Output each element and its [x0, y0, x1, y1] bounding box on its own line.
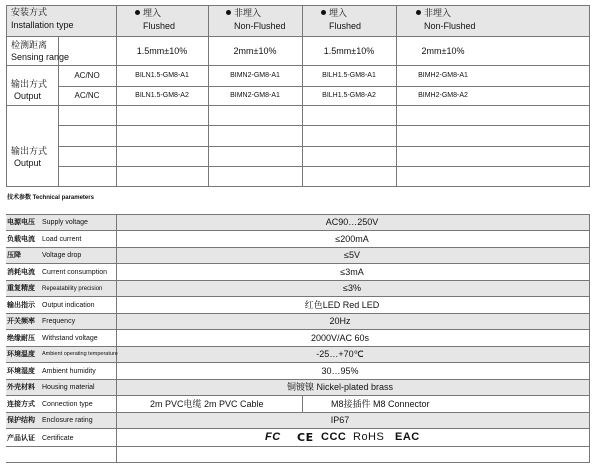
- output-label-cn: 输出方式: [11, 79, 48, 89]
- col-nonflushed-1-en: Non-Flushed: [234, 21, 286, 31]
- install-label-cn: 安装方式: [11, 7, 48, 17]
- eac-mark-icon: EAC: [395, 431, 420, 443]
- ccc-mark-icon: CCC: [321, 431, 347, 443]
- sensing-value: 2mm±10%: [421, 46, 465, 56]
- output-label-en: Output: [14, 91, 42, 101]
- param-value: 铜镀镍 Nickel-plated brass: [286, 382, 394, 392]
- param-value: ≤200mA: [335, 234, 369, 244]
- param-value: ≤5V: [344, 250, 360, 260]
- model-code: BILH1.5-GM8-A2: [322, 92, 376, 99]
- model-code: BIMH2-GM8-A1: [418, 72, 468, 79]
- sensing-label-en: Sensing range: [11, 52, 70, 62]
- param-value: AC90…250V: [325, 217, 379, 227]
- model-code: BIMH2-GM8-A2: [418, 92, 468, 99]
- param-value: 2000V/AC 60s: [310, 333, 370, 343]
- param-value: ≤3%: [343, 283, 361, 293]
- col-flushed-2-en: Flushed: [329, 21, 362, 31]
- rohs-mark-icon: RoHS: [353, 431, 385, 443]
- bullet-icon: [321, 10, 326, 15]
- sensing-label-cn: 检测距离: [11, 40, 48, 50]
- param-value: IP67: [330, 415, 350, 425]
- param-value: -25…+70℃: [316, 349, 364, 359]
- param-value: ≤3mA: [340, 267, 364, 277]
- bullet-icon: [416, 10, 421, 15]
- param-value: 30…95%: [321, 366, 359, 376]
- model-code: BILN1.5-GM8-A2: [135, 92, 189, 99]
- output-type-ac-nc: AC/NC: [74, 91, 100, 100]
- install-label-en: Installation type: [11, 20, 74, 30]
- bullet-icon: [135, 10, 140, 15]
- sensing-value: 1.5mm±10%: [136, 46, 188, 56]
- col-flushed-2: 埋入: [321, 9, 347, 18]
- model-code: BILH1.5-GM8-A1: [322, 72, 376, 79]
- param-value: 红色LED Red LED: [304, 300, 380, 310]
- sensing-value: 2mm±10%: [233, 46, 277, 56]
- col-nonflushed-2-en: Non-Flushed: [424, 21, 476, 31]
- col-flushed-1-en: Flushed: [143, 21, 176, 31]
- connection-cable-value: 2m PVC电缆 2m PVC Cable: [150, 399, 264, 409]
- ce-mark-icon: CE: [297, 431, 314, 444]
- bullet-icon: [226, 10, 231, 15]
- output-label-cn-2: 输出方式: [11, 146, 48, 156]
- connection-connector-value: M8接插件 M8 Connector: [331, 399, 430, 409]
- output-label-en-2: Output: [14, 158, 42, 168]
- tech-params-title: 技术参数 Technical parameters: [7, 195, 94, 201]
- output-type-ac-no: AC/NO: [74, 71, 100, 80]
- param-value: 20Hz: [329, 316, 351, 326]
- sensing-value: 1.5mm±10%: [323, 46, 375, 56]
- col-nonflushed-1: 非埋入: [226, 9, 261, 18]
- model-code: BILN1.5-GM8-A1: [135, 72, 189, 79]
- col-nonflushed-2: 非埋入: [416, 9, 451, 18]
- fcc-mark-icon: FC: [265, 431, 281, 443]
- model-code: BIMN2-GM8-A1: [230, 92, 280, 99]
- col-flushed-1: 埋入: [135, 9, 161, 18]
- header-row-bg: [6, 5, 589, 36]
- model-code: BIMN2-GM8-A1: [230, 72, 280, 79]
